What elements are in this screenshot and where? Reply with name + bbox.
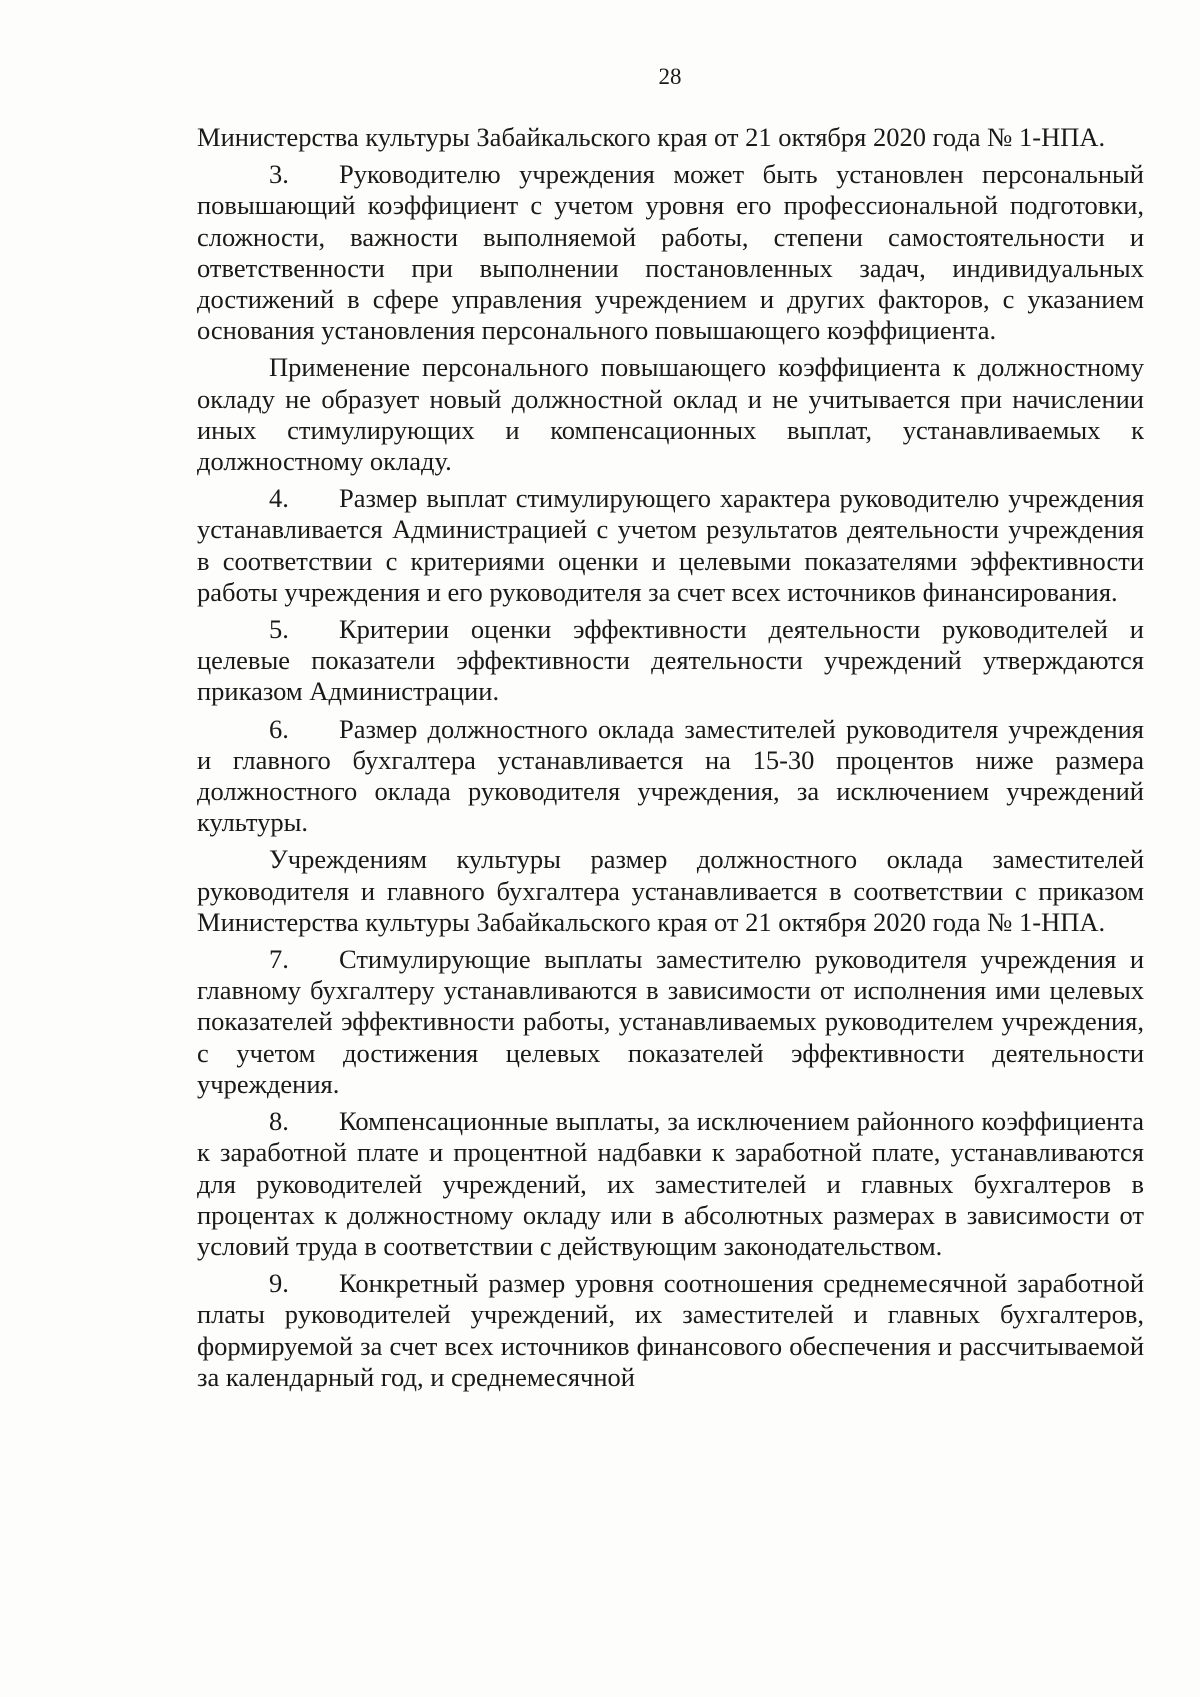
paragraph-number: 8. xyxy=(269,1106,289,1137)
paragraph-3 xyxy=(197,159,1144,346)
page-number: 28 xyxy=(658,64,682,89)
paragraph-number: 4. xyxy=(269,483,289,514)
paragraph-number: 5. xyxy=(269,614,289,645)
document-body xyxy=(197,122,1144,1393)
paragraph-number: 7. xyxy=(269,944,289,975)
paragraph-text: Конкретный размер уровня соотношения среднемесячной заработной платы руководителей учреждений, их заместителей и главных бухгалтеров, формируемой за счет всех источников финансового обеспечения и рассчитываемой за календарный год, и среднемесячной xyxy=(197,1268,1144,1392)
paragraph-continuation xyxy=(197,122,1144,153)
paragraph-text: Учреждениям культуры размер должностного оклада заместителей руководителя и главного бухгалтера устанавливается в соответствии с приказом Министерства культуры Забайкальского края от 21 октября 2020 года № 1-НПА. xyxy=(197,844,1144,937)
paragraph-text: Применение персонального повышающего коэффициента к должностному окладу не образует новый должностной оклад и не учитывается при начислении иных стимулирующих и компенсационных выплат, устанавливаемых к должностному окладу. xyxy=(197,352,1144,477)
paragraph-culture-institutions xyxy=(197,844,1144,938)
paragraph-text: Стимулирующие выплаты заместителю руководителя учреждения и главному бухгалтеру устанавливаются в зависимости от исполнения ими целевых показателей эффективности работы, устанавливаемых руководителем учреждения, с учетом достижения целевых показателей эффективности деятельности учреждения. xyxy=(197,944,1144,1099)
paragraph-text: Критерии оценки эффективности деятельности руководителей и целевые показатели эффективности деятельности учреждений утверждаются приказом Администрации. xyxy=(197,614,1144,707)
paragraph-number: 3. xyxy=(269,159,289,190)
paragraph-5 xyxy=(197,614,1144,708)
paragraph-number: 9. xyxy=(269,1268,289,1299)
paragraph-text: Размер выплат стимулирующего характера руководителю учреждения устанавливается Администрацией с учетом результатов деятельности учреждения в соответствии с критериями оценки и целевыми показателями эффективности работы учреждения и его руководителя за счет всех источников финансирования. xyxy=(197,483,1144,607)
paragraph-9 xyxy=(197,1268,1144,1393)
paragraph-text: Министерства культуры Забайкальского края от 21 октября 2020 года № 1-НПА. xyxy=(197,122,1106,152)
paragraph-text: Компенсационные выплаты, за исключением районного коэффициента к заработной плате и процентной надбавки к заработной плате, устанавливаются для руководителей учреждений, их заместителей и главных бухгалтеров в процентах к должностному окладу или в абсолютных размерах в зависимости от условий труда в соответствии с действующим законодательством. xyxy=(197,1106,1144,1261)
paragraph-4 xyxy=(197,483,1144,608)
paragraph-8 xyxy=(197,1106,1144,1262)
paragraph-7 xyxy=(197,944,1144,1100)
paragraph-text: Руководителю учреждения может быть установлен персональный повышающий коэффициент с учетом уровня его профессиональной подготовки, сложности, важности выполняемой работы, степени самостоятельности и ответственности при выполнении постановленных задач, индивидуальных достижений в сфере управления учреждением и других факторов, с указанием основания установления персонального повышающего коэффициента. xyxy=(197,159,1144,346)
paragraph-text: Размер должностного оклада заместителей руководителя учреждения и главного бухгалтера устанавливается на 15-30 процентов ниже размера должностного оклада руководителя учреждения, за исключением учреждений культуры. xyxy=(197,713,1144,838)
paragraph-coefficient-application xyxy=(197,352,1144,477)
paragraph-number: 6. xyxy=(269,713,289,744)
paragraph-6 xyxy=(197,714,1144,839)
